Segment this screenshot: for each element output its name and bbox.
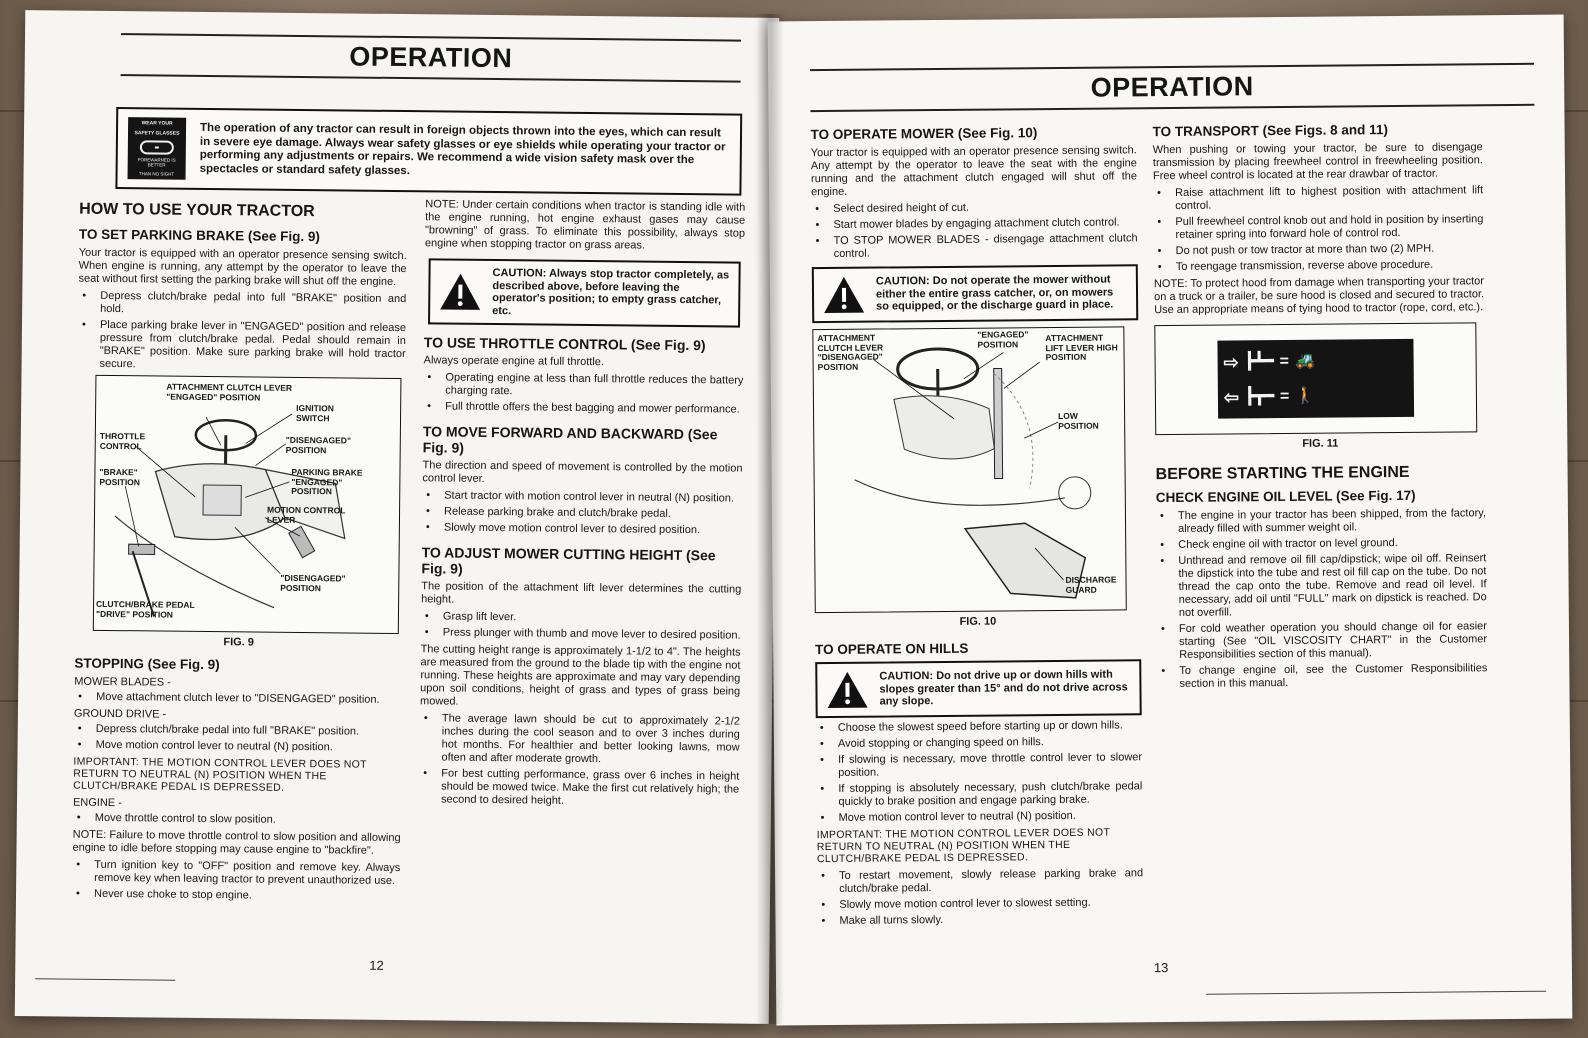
equals-icon: = <box>1279 387 1290 406</box>
freewheel-decal <box>1217 339 1414 419</box>
bullet-list <box>73 812 401 828</box>
section-heading: TO MOVE FORWARD AND BACKWARD (See Fig. 9) <box>422 423 718 456</box>
right-page-left-column <box>810 116 1143 932</box>
fig-label: "ENGAGED" POSITION <box>977 329 1029 350</box>
paragraph: Your tractor is equipped with an operator presence sensing switch. Any attempt by the operator to leave the seat with the engine running and the attachment clutch engaged will shut off the engine. <box>810 144 1138 199</box>
paragraph: The direction and speed of movement is controlled by the motion control lever. <box>422 459 743 485</box>
fig-label: ATTACHMENT LIFT LEVER HIGH POSITION <box>1045 332 1118 363</box>
list-item: • Move motion control lever to neutral (N) position. <box>817 809 1143 825</box>
caution-text: CAUTION: Do not drive up or down hills with slopes greater than 15° and do not drive across any slope. <box>879 668 1128 708</box>
glasses-icon <box>140 140 174 154</box>
left-page-right-column <box>419 198 745 813</box>
section-heading: TO TRANSPORT (See Figs. 8 and 11) <box>1152 122 1388 140</box>
subheading: ENGINE - <box>72 796 122 810</box>
list-item: • To restart movement, slowly release parking brake and clutch/brake pedal. <box>817 867 1143 896</box>
arrow-right-icon: ⇨ <box>1223 351 1239 373</box>
list-item: • Operating engine at less than full throttle reduces the battery charging rate. <box>423 371 743 400</box>
list-item: • Make all turns slowly. <box>817 912 1143 928</box>
bullet-list <box>816 719 1143 825</box>
left-column <box>72 191 407 908</box>
footer-rule <box>35 978 175 980</box>
list-item: • If stopping is absolutely necessary, push clutch/brake pedal quickly to brake position and engage parking brake. <box>816 780 1142 809</box>
bullet-list <box>811 200 1137 261</box>
right-header <box>810 63 1534 112</box>
paragraph: Your tractor is equipped with an operator presence sensing switch. When engine is running, any attempt by the operator to leave the seat without first setting the parking brake will shut off the engine. <box>78 246 407 288</box>
fig-label: MOTION CONTROL LEVER <box>266 504 346 525</box>
subheading: MOWER BLADES - <box>74 675 171 689</box>
section-heading: TO USE THROTTLE CONTROL (See Fig. 9) <box>423 334 706 354</box>
fig-label: ATTACHMENT CLUTCH LEVER "ENGAGED" POSITION <box>166 381 293 403</box>
equals-icon: = <box>1279 352 1290 371</box>
list-item: • Depress clutch/brake pedal into full "BRAKE" position. <box>74 723 402 739</box>
list-item: • Do not push or tow tractor at more than two (2) MPH. <box>1154 242 1484 258</box>
section-heading: BEFORE STARTING THE ENGINE <box>1155 463 1410 484</box>
bullet-list <box>74 723 402 755</box>
left-page <box>15 10 779 1024</box>
fig-label: CLUTCH/BRAKE PEDAL "DRIVE" POSITION <box>95 598 195 620</box>
list-item: • Avoid stopping or changing speed on hills. <box>816 735 1142 751</box>
page-title: OPERATION <box>1090 71 1254 103</box>
warning-triangle-icon <box>438 271 482 311</box>
paragraph: The position of the attachment lift lever determines the cutting height. <box>421 580 742 606</box>
bullet-list <box>422 489 742 537</box>
icon-text: THAN NO SIGHT <box>138 171 175 177</box>
list-item: • To reengage transmission, reverse above procedure. <box>1154 258 1484 274</box>
figure-11 <box>1154 322 1477 435</box>
left-header <box>121 33 741 82</box>
paragraph: Always operate engine at full throttle. <box>423 354 605 369</box>
fig-label: DISCHARGE GUARD <box>1065 574 1117 595</box>
warning-triangle-icon <box>825 670 869 710</box>
list-item: • Start mower blades by engaging attachment clutch control. <box>811 216 1137 232</box>
note: NOTE: Failure to move throttle control to slow position and allowing engine to idle before stopping may cause engine to "backfire". <box>72 828 401 857</box>
tractor-ride-icon: 🚜 <box>1294 352 1315 370</box>
control-rod-icon: ┣┳━ <box>1244 388 1275 406</box>
paragraph: When pushing or towing your tractor, be sure to disengage transmission by placing freewheel control in freewheeling position. Free wheel control is located at the rear drawbar of tractor. <box>1152 141 1483 183</box>
fig-label: LOW POSITION <box>1058 410 1099 431</box>
subheading: GROUND DRIVE - <box>73 707 167 721</box>
tractor-controls-illustration <box>94 376 403 635</box>
book-gutter <box>756 14 784 1024</box>
section-heading: TO SET PARKING BRAKE (See Fig. 9) <box>78 226 321 245</box>
list-item: • Full throttle offers the best bagging and mower performance. <box>423 400 743 416</box>
list-item: • The average lawn should be cut to approximately 2-1/2 inches during the cool season and to over 3 inches during hot months. For healthier and better looking lawns, mow often and after moderate growth. <box>419 712 740 767</box>
list-item: • Release parking brake and clutch/brake pedal. <box>422 505 742 521</box>
note: NOTE: Under certain conditions when tractor is standing idle with the engine running, hot engine exhaust gases may cause "browning" of grass. To eliminate this possibility, always stop engine when stopping tractor on grass areas. <box>424 198 746 252</box>
safety-glasses-icon <box>128 117 187 180</box>
bullet-list <box>1153 184 1484 274</box>
list-item: • TO STOP MOWER BLADES - disengage attachment clutch control. <box>812 232 1138 261</box>
list-item: • Grasp lift lever. <box>421 610 741 626</box>
list-item: • For best cutting performance, grass over 6 inches in height should be mowed twice. Make the first cut relatively high; the second to desired height. <box>419 767 739 809</box>
bullet-list <box>423 371 743 416</box>
right-page <box>768 15 1573 1026</box>
fig-label: ATTACHMENT CLUTCH LEVER "DISENGAGED" POSITION <box>817 332 884 372</box>
bullet-list <box>74 691 402 707</box>
fig-label: PARKING BRAKE "ENGAGED" POSITION <box>291 466 363 497</box>
list-item: • Select desired height of cut. <box>811 200 1137 216</box>
list-item: • Slowly move motion control lever to desired position. <box>422 521 742 537</box>
caution-box <box>812 264 1138 323</box>
list-item: • To change engine oil, see the Customer Responsibilities section in this manual. <box>1157 662 1487 691</box>
fig-label: THROTTLE CONTROL <box>99 430 146 451</box>
list-item: • Start tractor with motion control lever in neutral (N) position. <box>422 489 742 505</box>
section-heading: CHECK ENGINE OIL LEVEL (See Fig. 17) <box>1155 487 1416 506</box>
fig-label: IGNITION SWITCH <box>295 402 334 423</box>
list-item: • Raise attachment lift to highest position with attachment lift control. <box>1153 184 1483 213</box>
footer-rule <box>1206 991 1546 995</box>
bullet-list <box>419 712 740 809</box>
paragraph: The cutting height range is approximately 1-1/2 to 4". The heights are measured from the ground to the blade tip with the engine not running. These heights are approximate and may vary depending upon soil conditions, height of grass and types of grass being mowed. <box>420 643 741 708</box>
person-push-icon: 🚶 <box>1295 387 1316 405</box>
bullet-list <box>1156 507 1488 691</box>
list-item: • Check engine oil with tractor on level ground. <box>1156 536 1486 552</box>
note: NOTE: To protect hood from damage when transporting your tractor on a truck or a trailer, be sure hood is closed and secured to tractor. Use an appropriate means of tying hood to tractor (rope, cord, etc.). <box>1153 275 1485 317</box>
fig-label: "BRAKE" POSITION <box>99 466 141 487</box>
control-rod-icon: ┣┻━ <box>1244 353 1274 371</box>
fig-label: "DISENGAGED" POSITION <box>285 434 352 455</box>
figure-9 <box>93 375 402 634</box>
figure-caption: FIG. 10 <box>959 615 997 628</box>
list-item: • Move attachment clutch lever to "DISENGAGED" position. <box>74 691 402 707</box>
section-heading: TO OPERATE ON HILLS <box>815 640 969 658</box>
right-page-right-column <box>1152 113 1487 695</box>
arrow-left-icon: ⇦ <box>1223 386 1240 408</box>
list-item: • Unthread and remove oil fill cap/dipstick; wipe oil off. Reinsert the dipstick into the tube and rest oil fill cap on the tube. Do not thread the cap onto the tube. Remove and read oil level. If necessary, add oil until "FULL" mark on dipstick is reached. Do not overfill. <box>1156 552 1487 620</box>
decal-row-push <box>1224 351 1408 371</box>
list-item: • Place parking brake lever in "ENGAGED" position and release pressure from clutch/brake pedal. Pedal should remain in "BRAKE" position. Make sure parking brake will hold tractor secure. <box>78 319 407 374</box>
warning-text: The operation of any tractor can result in foreign objects thrown into the eyes, which can result in severe eye damage. Always wear safety glasses or eye shields while operating your tractor or performing any adjustments or repairs. We recommend a wide vision safety mask over the spectacles or standard safety glasses. <box>199 121 726 177</box>
important-note: IMPORTANT: THE MOTION CONTROL LEVER DOES NOT RETURN TO NEUTRAL (N) POSITION WHEN THE CLUTCH/BRAKE PEDAL IS DEPRESSED. <box>816 826 1111 866</box>
list-item: • The engine in your tractor has been shipped, from the factory, already filled with summer weight oil. <box>1156 507 1486 536</box>
icon-text: FOREWARNED IS BETTER <box>137 157 176 168</box>
list-item: • Depress clutch/brake pedal into full "BRAKE" position and hold. <box>78 290 406 319</box>
figure-10 <box>812 326 1126 613</box>
safety-glasses-warning <box>115 107 742 196</box>
important-note: IMPORTANT: THE MOTION CONTROL LEVER DOES NOT RETURN TO NEUTRAL (N) POSITION WHEN THE CLUTCH/BRAKE PEDAL IS DEPRESSED. <box>73 755 367 794</box>
section-heading: TO ADJUST MOWER CUTTING HEIGHT (See Fig. 9) <box>421 544 716 577</box>
section-heading: HOW TO USE YOUR TRACTOR <box>79 200 315 221</box>
caution-box <box>428 258 741 327</box>
bullet-list <box>817 867 1143 928</box>
bullet-list <box>421 610 741 642</box>
list-item: • Turn ignition key to "OFF" position and remove key. Always remove key when leaving tractor to prevent unauthorized use. <box>72 859 400 888</box>
list-item: • For cold weather operation you should change oil for easier starting (See "OIL VISCOSITY CHART" in the Customer Responsibilities section of this manual). <box>1157 620 1487 662</box>
figure-caption: FIG. 11 <box>1302 437 1339 450</box>
list-item: • Never use choke to stop engine. <box>72 888 400 904</box>
icon-text: WEAR YOUR <box>141 120 173 127</box>
page-title: OPERATION <box>349 41 513 74</box>
caution-box <box>815 659 1141 718</box>
list-item: • Pull freewheel control knob out and hold in position by inserting retainer spring into forward hole of control rod. <box>1153 213 1483 242</box>
section-heading: TO OPERATE MOWER (See Fig. 10) <box>810 125 1038 143</box>
list-item: • If slowing is necessary, move throttle control lever to slower position. <box>816 751 1142 780</box>
list-item: • Choose the slowest speed before starting up or down hills. <box>816 719 1142 735</box>
list-item: • Press plunger with thumb and move lever to desired position. <box>421 626 741 642</box>
caution-text: CAUTION: Do not operate the mower without either the entire grass catcher, or, on mowers so equipped, or the discharge guard in place. <box>875 273 1114 313</box>
decal-row-tow <box>1224 386 1408 406</box>
list-item: • Move motion control lever to neutral (N) position. <box>74 739 402 755</box>
bullet-list <box>72 859 400 904</box>
list-item: • Move throttle control to slow position. <box>73 812 401 828</box>
figure-caption: FIG. 9 <box>223 636 255 649</box>
fig-label: "DISENGAGED" POSITION <box>280 572 346 593</box>
caution-text: CAUTION: Always stop tractor completely, as described above, before leaving the operator's position; to empty grass catcher, etc. <box>492 266 730 317</box>
icon-text: SAFETY GLASSES <box>134 129 180 137</box>
bullet-list <box>78 290 407 374</box>
page-number: 13 <box>1153 960 1169 976</box>
list-item: • Slowly move motion control lever to slowest setting. <box>817 896 1143 912</box>
warning-triangle-icon <box>822 275 866 315</box>
section-heading: STOPPING (See Fig. 9) <box>74 655 220 673</box>
page-number: 12 <box>369 957 384 973</box>
